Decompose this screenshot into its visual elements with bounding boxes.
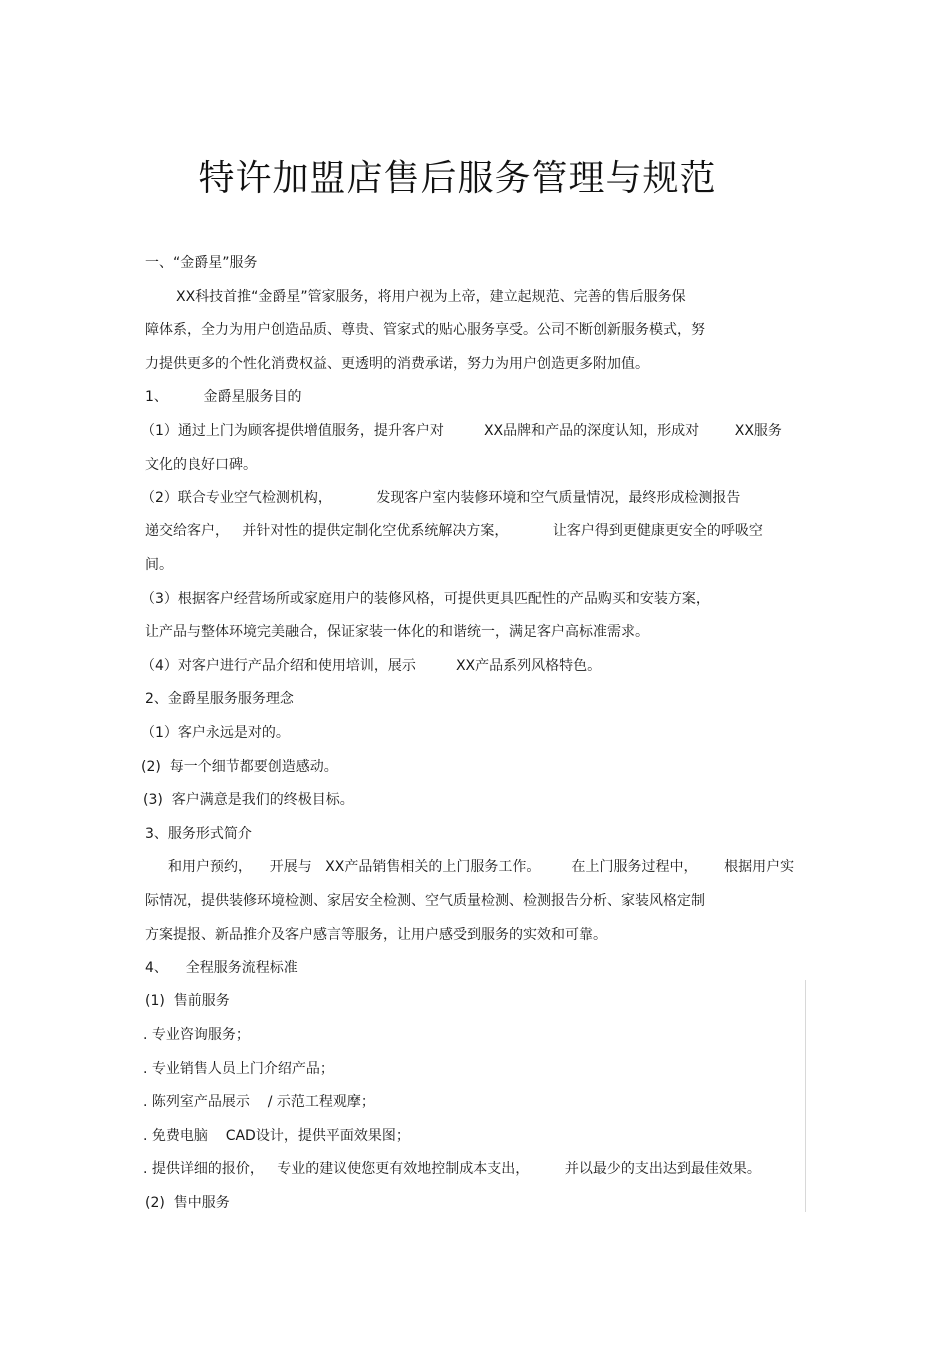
list-item: （2）联合专业空气检测机构， 发现客户室内装修环境和空气质量情况，最终形成检测报告 (141, 490, 741, 506)
paragraph-line: 间。 (145, 557, 173, 573)
bullet-item: . 专业销售人员上门介绍产品； (143, 1061, 334, 1077)
margin-rule (805, 980, 806, 1212)
paragraph-line: 障体系，全力为用户创造品质、尊贵、管家式的贴心服务享受。公司不断创新服务模式，努 (145, 322, 705, 338)
list-item: (3) 客户满意是我们的终极目标。 (143, 792, 354, 808)
list-item: (2) 售中服务 (145, 1195, 230, 1211)
bullet-item: . 陈列室产品展示 / 示范工程观摩； (143, 1094, 375, 1110)
document-title: 特许加盟店售后服务管理与规范 (198, 158, 717, 199)
subsection-heading: 3、服务形式简介 (145, 826, 252, 842)
list-item: （3）根据客户经营场所或家庭用户的装修风格，可提供更具匹配性的产品购买和安装方案， (141, 591, 710, 607)
bullet-item: . 专业咨询服务； (143, 1027, 250, 1043)
paragraph-line: 方案提报、新品推介及客户感言等服务，让用户感受到服务的实效和可靠。 (145, 927, 607, 943)
subsection-heading: 2、金爵星服务服务理念 (145, 691, 294, 707)
bullet-item: . 免费电脑 CAD设计，提供平面效果图； (143, 1128, 410, 1144)
paragraph-line: 和用户预约， 开展与 XX产品销售相关的上门服务工作。 在上门服务过程中， 根据用户实 (168, 859, 795, 875)
list-item: （1）通过上门为顾客提供增值服务，提升客户对 XX品牌和产品的深度认知，形成对 XX服务 (141, 423, 782, 439)
paragraph-line: 力提供更多的个性化消费权益、更透明的消费承诺，努力为用户创造更多附加值。 (145, 356, 649, 372)
list-item: (1) 售前服务 (145, 993, 230, 1009)
list-item: (2) 每一个细节都要创造感动。 (141, 759, 338, 775)
paragraph-line: 递交给客户， 并针对性的提供定制化空优系统解决方案， 让客户得到更健康更安全的呼吸空 (145, 523, 763, 539)
list-item: （1）客户永远是对的。 (141, 725, 290, 741)
subsection-heading: 1、 金爵星服务目的 (145, 389, 302, 405)
paragraph-line: 让产品与整体环境完美融合，保证家装一体化的和谐统一，满足客户高标准需求。 (145, 624, 649, 640)
subsection-heading: 4、 全程服务流程标准 (145, 960, 298, 976)
bullet-item: . 提供详细的报价， 专业的建议使您更有效地控制成本支出， 并以最少的支出达到最佳效果。 (143, 1161, 761, 1177)
paragraph-line: 际情况，提供装修环境检测、家居安全检测、空气质量检测、检测报告分析、家装风格定制 (145, 893, 705, 909)
paragraph-line: XX科技首推“金爵星”管家服务，将用户视为上帝，建立起规范、完善的售后服务保 (176, 289, 686, 305)
list-item: （4）对客户进行产品介绍和使用培训，展示 XX产品系列风格特色。 (141, 658, 602, 674)
paragraph-line: 文化的良好口碑。 (145, 457, 257, 473)
section-heading: 一、“金爵星”服务 (145, 255, 258, 271)
